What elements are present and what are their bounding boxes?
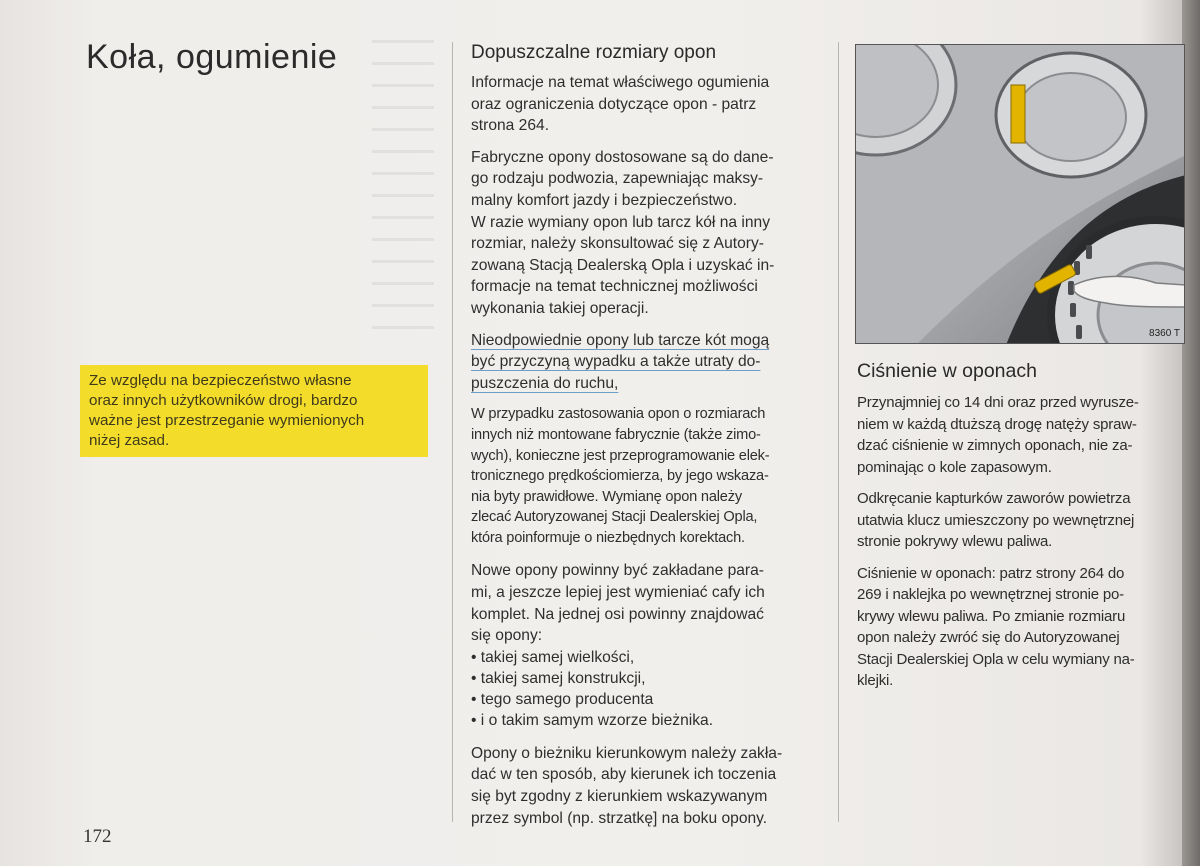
column-divider-left bbox=[452, 42, 453, 822]
image-reference-label: 8360 T bbox=[1149, 328, 1180, 339]
paragraph-tyre-info: Informacje na temat właściwego ogumienia oraz ograniczenia dotyczące opon - patrz strona 264. bbox=[471, 74, 770, 135]
paragraph-factory-tyres: Fabryczne opony dostosowane są do dane- go rodzaju podwozia, zapewniając maksy- malny komfort jazdy i bezpieczeństwo. W razie wymiany opon lub tarcz kół na inny rozmiar, należy skonsultować się z Autory- zowaną Stacją Dealerską Opla i uzyskać in- formacje na temat technicznej możliwości wykonania takiej operacji. bbox=[471, 148, 775, 317]
paragraph-new-tyres: Nowe opony powinny być zakładane para- mi, a jeszcze lepiej jest wymieniać cafy ich komplet. Na jednej osi powinny znajdować się opony: bbox=[471, 562, 765, 645]
paragraph-valve-key: Odkręcanie kapturków zaworów powietrza utatwia klucz umieszczony po wewnętrznej stronie pokrywy wlewu paliwa. bbox=[857, 490, 1135, 550]
page-title: Koła, ogumienie bbox=[86, 38, 338, 76]
tyre-sizes-section bbox=[471, 42, 816, 839]
column-divider-right bbox=[838, 42, 839, 822]
tyre-valve-photo bbox=[855, 44, 1185, 344]
photo-illustration bbox=[856, 45, 1185, 344]
page-number: 172 bbox=[83, 826, 112, 847]
warning-line: Ze względu na bezpieczeństwo własne bbox=[89, 372, 352, 389]
tyre-pressure-section bbox=[857, 360, 1182, 704]
warning-line: ważne jest przestrzeganie wymienionych bbox=[89, 412, 365, 429]
section-heading: Dopuszczalne rozmiary opon bbox=[471, 42, 717, 63]
list-item: • takiej samej konstrukcji, bbox=[471, 668, 816, 689]
tyre-requirements-list bbox=[471, 647, 816, 731]
section-heading: Ciśnienie w oponach bbox=[857, 360, 1037, 382]
list-item: • takiej samej wielkości, bbox=[471, 647, 816, 668]
safety-warning-box bbox=[80, 365, 428, 457]
warning-line: niżej zasad. bbox=[89, 432, 170, 449]
list-item: • tego samego producenta bbox=[471, 689, 816, 710]
bleed-through-text bbox=[372, 40, 434, 340]
list-item: • i o takim samym wzorze bieżnika. bbox=[471, 710, 816, 731]
paragraph-directional-tread: Opony o bieżniku kierunkowym należy zakła- dać w ten sposób, aby kierunek ich toczenia się byt zgodny z kierunkiem wskazywanym przez symbol (np. strzatkę] na boku opony. bbox=[471, 744, 783, 827]
paragraph-check-pressure: Przynajmniej co 14 dni oraz przed wyrusze- niem w każdą dtuższą drogę natęży spraw- dzać ciśnienie w zimnych oponach, nie za- pominając o kole zapasowym. bbox=[857, 394, 1139, 476]
caution-note: Nieodpowiednie opony lub tarcze kót mogą być przyczyną wypadku a także utraty do- puszczenia do ruchu, bbox=[471, 331, 770, 392]
paragraph-pressure-pages: Ciśnienie w oponach: patrz strony 264 do 269 i naklejka po wewnętrznej stronie po- krywy wlewu paliwa. Po zmianie rozmiaru opon należy zwróć się do Autoryzowanej Stacji Dealerskiej Opla w celu wymiany na- klejki. bbox=[857, 564, 1135, 689]
paragraph-speedometer: W przypadku zastosowania opon o rozmiarach innych niż montowane fabrycznie (także zimo- wych), konieczne jest przeprogramowanie elek- tronicznego prędkościomierza, by jego wskaza- nia byty prawidłowe. Wymianę opon należy zlecać Autoryzowanej Stacji Dealerskiej Opla, która poinformuje o niezbędnych korektach. bbox=[471, 406, 770, 546]
warning-line: oraz innych użytkowników drogi, bardzo bbox=[89, 392, 358, 409]
